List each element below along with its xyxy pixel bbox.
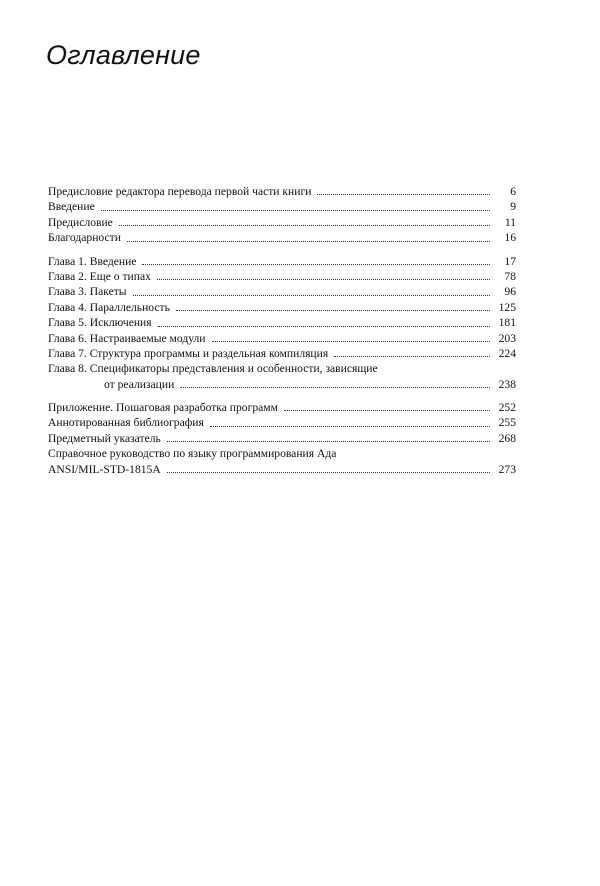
toc-entry-title: Глава 3. Пакеты	[48, 285, 127, 299]
toc-entry-page: 16	[504, 231, 516, 245]
toc-entry-page: 181	[498, 316, 516, 330]
leader-dots	[284, 410, 490, 411]
toc-entry-chapter-3[interactable]	[48, 284, 516, 299]
toc-entry-title: Приложение. Пошаговая разработка программ	[48, 401, 278, 415]
leader-dots	[317, 194, 490, 195]
toc-entry-page: 224	[498, 346, 516, 360]
toc-entry-title: Справочное руководство по языку программирования Ада	[48, 447, 337, 461]
leader-dots	[210, 426, 490, 427]
leader-dots	[212, 341, 491, 342]
toc-entry-title: Глава 6. Настраиваемые модули	[48, 331, 206, 345]
toc-entry[interactable]	[48, 400, 516, 415]
leader-dots	[167, 472, 490, 473]
leader-dots	[133, 295, 490, 296]
table-of-contents	[48, 184, 516, 477]
toc-entry-chapter-4[interactable]	[48, 300, 516, 315]
toc-entry-page: 125	[498, 300, 516, 314]
toc-entry-reference-manual[interactable]	[48, 446, 516, 477]
toc-entry-page: 255	[498, 416, 516, 430]
toc-entry-title: Предисловие	[48, 215, 113, 229]
toc-entry-title-continuation: от реализации	[104, 377, 175, 391]
toc-entry-title: Предметный указатель	[48, 431, 161, 445]
toc-entry-chapter-7[interactable]	[48, 346, 516, 361]
toc-entry-title-continuation: ANSI/MIL-STD-1815A	[48, 462, 161, 476]
toc-entry-chapter-8[interactable]	[48, 361, 516, 392]
toc-entry-page: 238	[498, 377, 516, 391]
toc-entry-chapter-6[interactable]	[48, 331, 516, 346]
toc-entry-page: 11	[504, 215, 516, 229]
toc-group-back-matter	[48, 400, 516, 477]
toc-entry-title: Глава 5. Исключения	[48, 316, 152, 330]
toc-entry-title: Глава 1. Введение	[48, 254, 137, 268]
toc-entry[interactable]	[48, 215, 516, 230]
toc-entry-page: 17	[504, 254, 516, 268]
page-title: Оглавление	[46, 40, 201, 70]
toc-entry[interactable]	[48, 184, 516, 199]
leader-dots	[334, 356, 490, 357]
leader-dots	[101, 210, 490, 211]
toc-entry-title: Глава 4. Параллельность	[48, 300, 170, 314]
leader-dots	[180, 387, 490, 388]
toc-entry-page: 203	[498, 331, 516, 345]
toc-entry-page: 6	[510, 184, 516, 198]
leader-dots	[158, 326, 490, 327]
toc-entry-title: Глава 7. Структура программы и раздельная компиляция	[48, 346, 329, 360]
toc-group-chapters	[48, 254, 516, 393]
toc-entry-page: 78	[504, 269, 516, 283]
toc-entry-page: 96	[504, 285, 516, 299]
toc-entry-chapter-1[interactable]	[48, 254, 516, 269]
leader-dots	[119, 225, 490, 226]
toc-entry-page: 252	[498, 401, 516, 415]
toc-entry-title: Предисловие редактора перевода первой части книги	[48, 184, 312, 198]
toc-entry-page: 273	[498, 462, 516, 476]
toc-entry-title: Введение	[48, 200, 95, 214]
toc-entry-title: Благодарности	[48, 231, 121, 245]
toc-entry-chapter-5[interactable]	[48, 315, 516, 330]
toc-entry[interactable]	[48, 230, 516, 245]
toc-entry-page: 9	[510, 200, 516, 214]
toc-entry-title: Глава 8. Спецификаторы представления и особенности, зависящие	[48, 362, 378, 376]
leader-dots	[167, 441, 490, 442]
leader-dots	[157, 279, 490, 280]
toc-entry[interactable]	[48, 415, 516, 430]
toc-entry-page: 268	[498, 431, 516, 445]
toc-entry-title: Глава 2. Еще о типах	[48, 269, 151, 283]
leader-dots	[127, 241, 490, 242]
toc-group-front-matter	[48, 184, 516, 246]
toc-entry-chapter-2[interactable]	[48, 269, 516, 284]
leader-dots	[142, 264, 490, 265]
toc-entry[interactable]	[48, 431, 516, 446]
leader-dots	[176, 310, 490, 311]
toc-entry-title: Аннотированная библиография	[48, 416, 204, 430]
toc-entry[interactable]	[48, 199, 516, 214]
